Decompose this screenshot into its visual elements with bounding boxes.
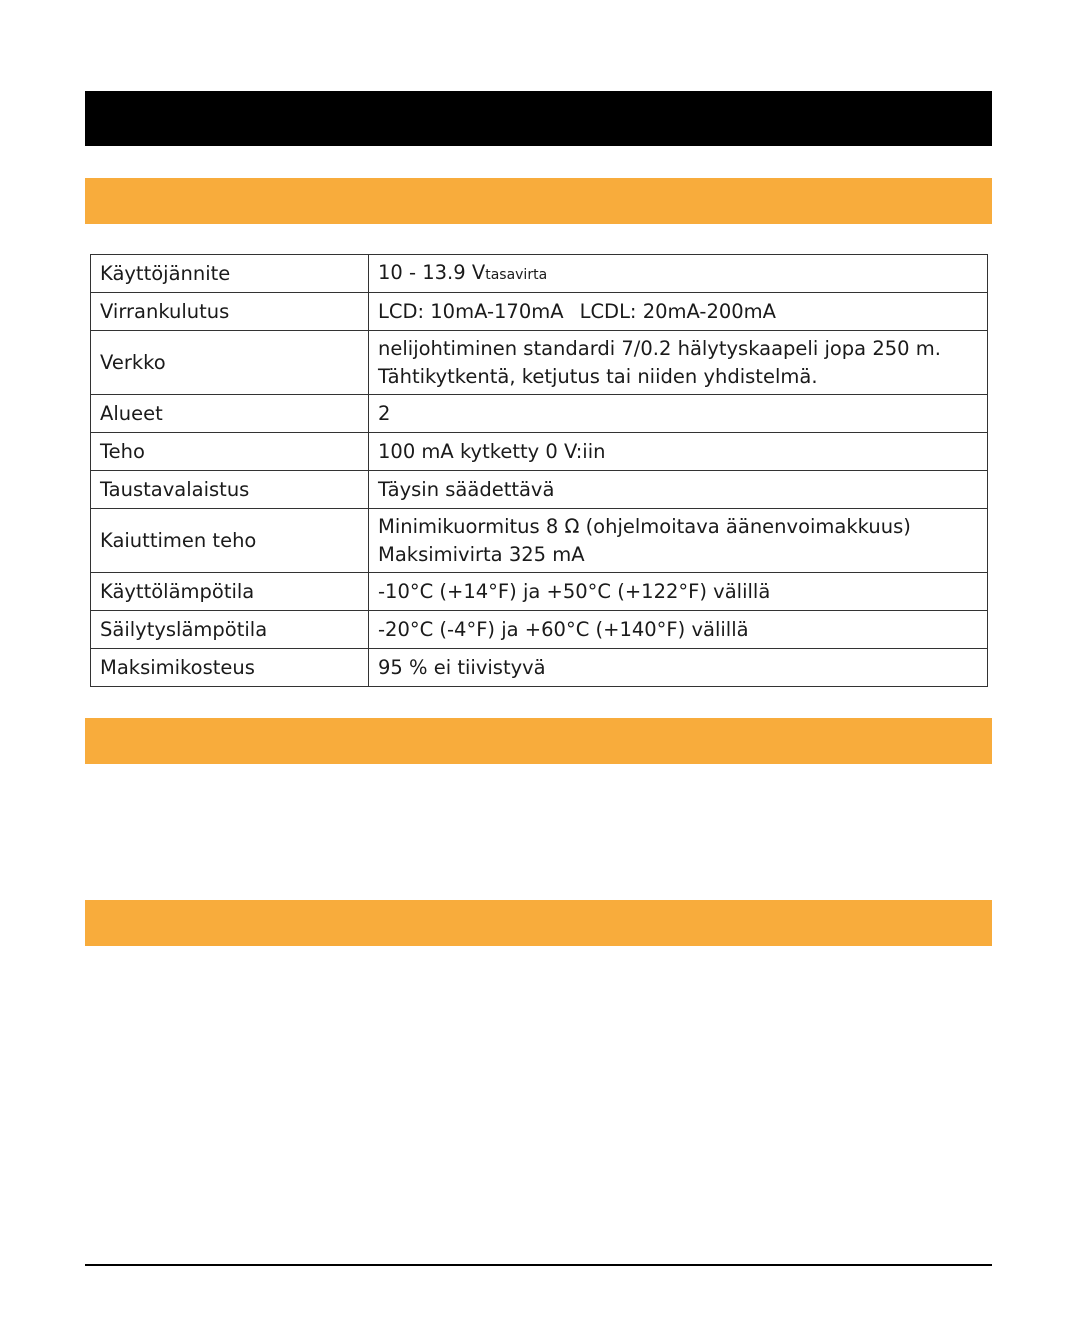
table-row <box>91 331 988 395</box>
specifications-table <box>90 254 988 687</box>
spec-value: Täysin säädettävä <box>369 471 988 509</box>
table-row <box>91 255 988 293</box>
spec-value: 95 % ei tiivistyvä <box>369 649 988 687</box>
spec-label: Alueet <box>91 395 369 433</box>
section-bar-second <box>85 718 992 764</box>
spec-value <box>369 509 988 573</box>
spec-value: -10°C (+14°F) ja +50°C (+122°F) välillä <box>369 573 988 611</box>
spec-value-part: LCD: 10mA-170mA <box>378 299 564 323</box>
spec-value-line: Minimikuormitus 8 Ω (ohjelmoitava äänenvoimakkuus) <box>378 514 911 538</box>
spec-value-part: LCDL: 20mA-200mA <box>579 299 777 323</box>
spec-label: Säilytyslämpötila <box>91 611 369 649</box>
table-row <box>91 509 988 573</box>
spec-label: Käyttöjännite <box>91 255 369 293</box>
spec-value: 100 mA kytketty 0 V:iin <box>369 433 988 471</box>
spec-label: Teho <box>91 433 369 471</box>
header-bar <box>85 91 992 146</box>
table-row <box>91 293 988 331</box>
table-row <box>91 433 988 471</box>
table-row <box>91 649 988 687</box>
spec-value: 2 <box>369 395 988 433</box>
spec-value <box>369 293 988 331</box>
section-bar-third <box>85 900 992 946</box>
spec-value-subscript: tasavirta <box>485 266 548 283</box>
spec-value: -20°C (-4°F) ja +60°C (+140°F) välillä <box>369 611 988 649</box>
spec-label: Virrankulutus <box>91 293 369 331</box>
table-row <box>91 395 988 433</box>
spec-value <box>369 255 988 293</box>
spec-value <box>369 331 988 395</box>
spec-value-main: 10 - 13.9 V <box>378 260 486 284</box>
table-row <box>91 611 988 649</box>
table-row <box>91 471 988 509</box>
spec-label: Maksimikosteus <box>91 649 369 687</box>
spec-value-line: Tähtikytkentä, ketjutus tai niiden yhdistelmä. <box>378 364 818 388</box>
spec-label: Kaiuttimen teho <box>91 509 369 573</box>
footer-divider <box>85 1264 992 1266</box>
section-bar-specifications <box>85 178 992 224</box>
spec-value-line: Maksimivirta 325 mA <box>378 542 585 566</box>
spec-label: Verkko <box>91 331 369 395</box>
spec-value-line: nelijohtiminen standardi 7/0.2 hälytyskaapeli jopa 250 m. <box>378 336 941 360</box>
table-row <box>91 573 988 611</box>
spec-label: Taustavalaistus <box>91 471 369 509</box>
spec-label: Käyttölämpötila <box>91 573 369 611</box>
